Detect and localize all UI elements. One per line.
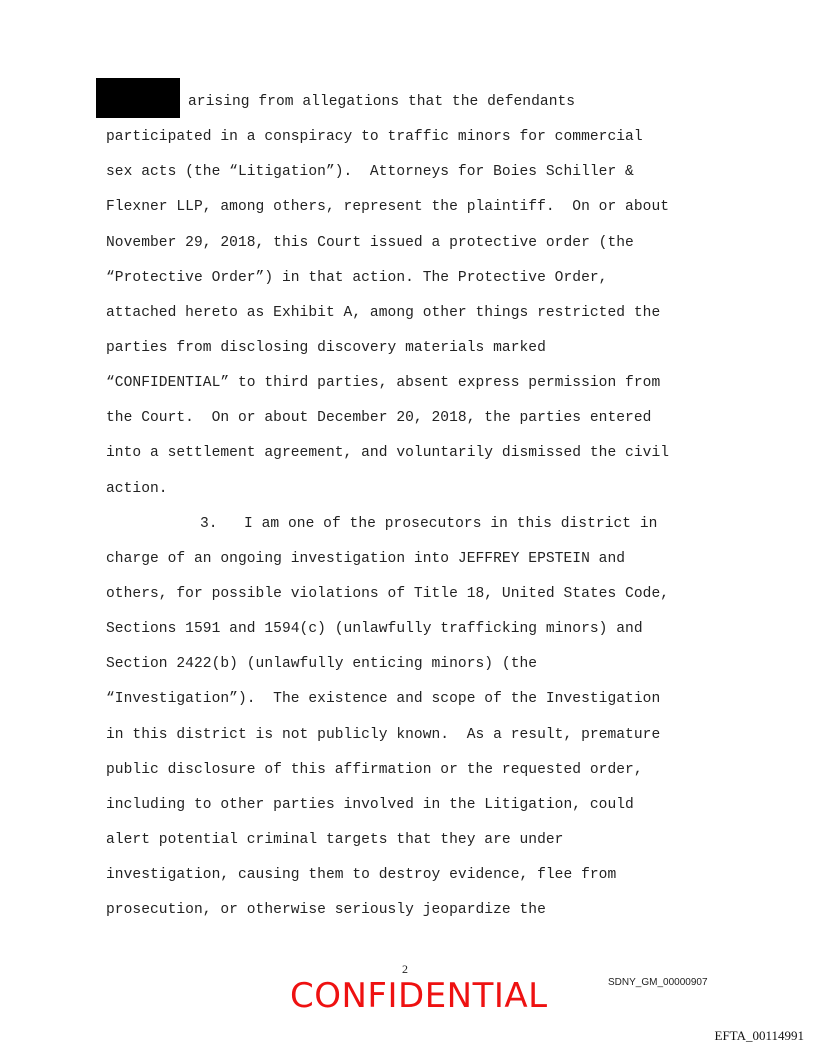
body-line: arising from allegations that the defendants [188, 94, 576, 110]
body-line: prosecution, or otherwise seriously jeopardize the [106, 902, 546, 918]
body-line: November 29, 2018, this Court issued a protective order (the [106, 235, 634, 251]
body-line: parties from disclosing discovery materials marked [106, 340, 546, 356]
body-line: charge of an ongoing investigation into JEFFREY EPSTEIN and [106, 551, 626, 567]
body-line: “Protective Order”) in that action. The Protective Order, [106, 270, 608, 286]
body-line: in this district is not publicly known. As a result, premature [106, 727, 661, 743]
body-line: sex acts (the “Litigation”). Attorneys for Boies Schiller & [106, 164, 634, 180]
body-line: including to other parties involved in the Litigation, could [106, 797, 634, 813]
body-line: “CONFIDENTIAL” to third parties, absent express permission from [106, 375, 661, 391]
page-number: 2 [402, 962, 408, 976]
body-line: Flexner LLP, among others, represent the plaintiff. On or about [106, 199, 670, 215]
body-line: investigation, causing them to destroy evidence, flee from [106, 867, 617, 883]
body-line: Sections 1591 and 1594(c) (unlawfully trafficking minors) and [106, 621, 643, 637]
body-line: Section 2422(b) (unlawfully enticing minors) (the [106, 656, 538, 672]
body-line: others, for possible violations of Title 18, United States Code, [106, 586, 670, 602]
redaction-block [96, 78, 180, 118]
body-line: public disclosure of this affirmation or the requested order, [106, 762, 643, 778]
body-line: participated in a conspiracy to traffic minors for commercial [106, 129, 643, 145]
confidential-stamp: CONFIDENTIAL [290, 976, 548, 1016]
body-line: action. [106, 481, 168, 497]
efta-identifier: EFTA_00114991 [714, 1028, 804, 1043]
bates-number: SDNY_GM_00000907 [608, 977, 708, 988]
body-line: alert potential criminal targets that they are under [106, 832, 564, 848]
body-line: “Investigation”). The existence and scope of the Investigation [106, 691, 661, 707]
paragraph-3-first-line: 3. I am one of the prosecutors in this district in [200, 516, 658, 532]
body-line: the Court. On or about December 20, 2018, the parties entered [106, 410, 652, 426]
body-line: into a settlement agreement, and voluntarily dismissed the civil [106, 445, 670, 461]
body-line: attached hereto as Exhibit A, among other things restricted the [106, 305, 661, 321]
